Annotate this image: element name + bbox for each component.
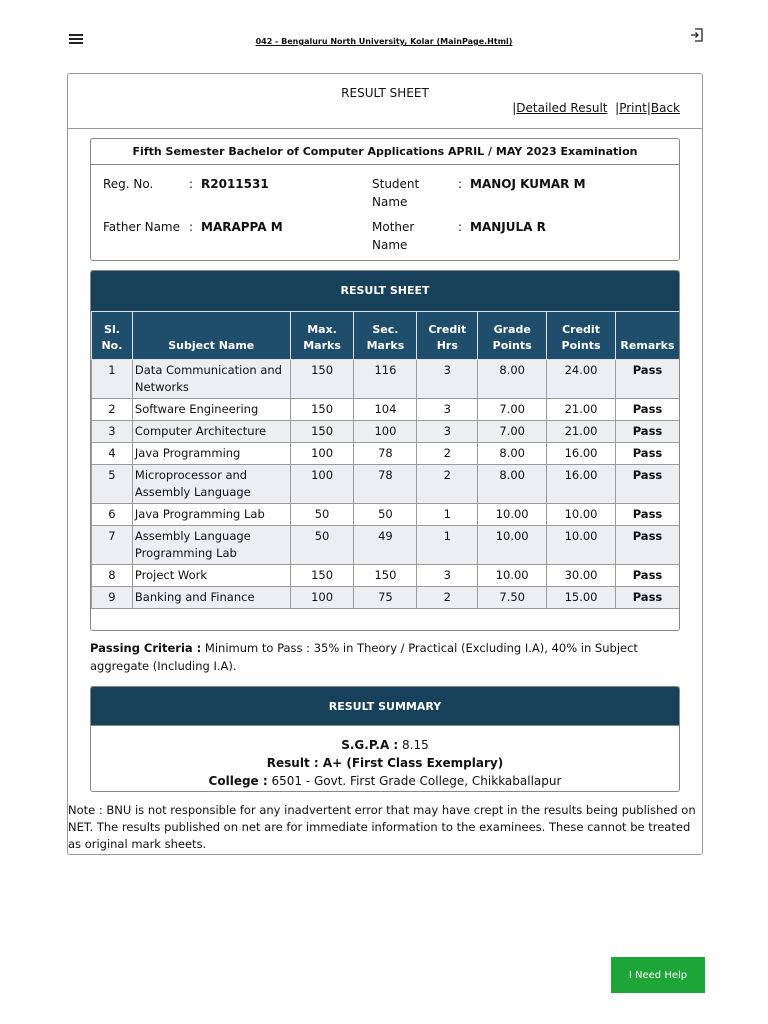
table-body bbox=[92, 360, 680, 609]
cell-sec: 78 bbox=[354, 443, 417, 465]
cell-sl: 5 bbox=[92, 465, 133, 504]
table-row bbox=[92, 465, 680, 504]
column-header: Credit Points bbox=[547, 312, 616, 360]
reg-no-value: R2011531 bbox=[201, 177, 269, 191]
cell-grade: 7.50 bbox=[478, 587, 547, 609]
sgpa-value: 8.15 bbox=[398, 738, 429, 752]
cell-remarks: Pass bbox=[615, 587, 679, 609]
colon: : bbox=[189, 220, 194, 234]
marks-table bbox=[91, 311, 680, 609]
colon: : bbox=[458, 177, 463, 191]
cell-grade: 7.00 bbox=[478, 421, 547, 443]
result-summary-body bbox=[91, 726, 679, 790]
cell-max: 150 bbox=[290, 565, 354, 587]
cell-sec: 50 bbox=[354, 504, 417, 526]
cell-grade: 7.00 bbox=[478, 399, 547, 421]
cell-sl: 7 bbox=[92, 526, 133, 565]
colon: : bbox=[189, 177, 194, 191]
cell-subject: Data Communication and Networks bbox=[132, 360, 290, 399]
cell-credit: 16.00 bbox=[547, 465, 616, 504]
cell-hrs: 2 bbox=[417, 465, 478, 504]
column-header: Sl. No. bbox=[92, 312, 133, 360]
college-value: 6501 - Govt. First Grade College, Chikkaballapur bbox=[267, 774, 562, 788]
cell-max: 150 bbox=[290, 399, 354, 421]
cell-sl: 4 bbox=[92, 443, 133, 465]
disclaimer-note: Note : BNU is not responsible for any inadvertent error that may have crept in the results being published on NET. The results published on net are for immediate information to the examinees. These cannot be treated as original mark sheets. bbox=[68, 803, 696, 851]
table-row bbox=[92, 526, 680, 565]
mother-name-value: MANJULA R bbox=[470, 220, 546, 234]
cell-credit: 21.00 bbox=[547, 421, 616, 443]
cell-subject: Assembly Language Programming Lab bbox=[132, 526, 290, 565]
table-row bbox=[92, 443, 680, 465]
cell-max: 100 bbox=[290, 465, 354, 504]
reg-no-label: Reg. No. bbox=[103, 177, 154, 191]
cell-subject: Java Programming Lab bbox=[132, 504, 290, 526]
cell-hrs: 2 bbox=[417, 587, 478, 609]
column-header: Remarks bbox=[615, 312, 679, 360]
cell-hrs: 1 bbox=[417, 504, 478, 526]
cell-subject: Microprocessor and Assembly Language bbox=[132, 465, 290, 504]
column-header: Sec. Marks bbox=[354, 312, 417, 360]
result-summary-title: RESULT SUMMARY bbox=[91, 687, 679, 726]
passing-criteria-text: Minimum to Pass : 35% in Theory / Practical (Excluding I.A), 40% in Subject aggregate (Including I.A). bbox=[90, 641, 638, 673]
cell-grade: 8.00 bbox=[478, 360, 547, 399]
page-title[interactable]: 042 - Bengaluru North University, Kolar (MainPage.Html) bbox=[255, 37, 513, 46]
link-separator: | bbox=[646, 101, 651, 115]
cell-max: 50 bbox=[290, 504, 354, 526]
result-line: Result : A+ (First Class Exemplary) bbox=[266, 756, 504, 770]
cell-hrs: 3 bbox=[417, 360, 478, 399]
cell-grade: 10.00 bbox=[478, 526, 547, 565]
cell-sl: 1 bbox=[92, 360, 133, 399]
cell-sec: 49 bbox=[354, 526, 417, 565]
cell-remarks: Pass bbox=[615, 443, 679, 465]
need-help-button[interactable]: I Need Help bbox=[611, 957, 705, 993]
result-table-panel bbox=[90, 270, 680, 631]
cell-subject: Computer Architecture bbox=[132, 421, 290, 443]
cell-remarks: Pass bbox=[615, 421, 679, 443]
cell-hrs: 1 bbox=[417, 526, 478, 565]
cell-max: 100 bbox=[290, 443, 354, 465]
sheet-title: RESULT SHEET bbox=[341, 86, 429, 100]
cell-credit: 21.00 bbox=[547, 399, 616, 421]
cell-credit: 15.00 bbox=[547, 587, 616, 609]
result-summary-panel bbox=[90, 686, 680, 792]
cell-sl: 6 bbox=[92, 504, 133, 526]
colon: : bbox=[458, 220, 463, 234]
cell-subject: Banking and Finance bbox=[132, 587, 290, 609]
cell-max: 100 bbox=[290, 587, 354, 609]
table-row bbox=[92, 421, 680, 443]
cell-credit: 24.00 bbox=[547, 360, 616, 399]
cell-credit: 16.00 bbox=[547, 443, 616, 465]
cell-subject: Software Engineering bbox=[132, 399, 290, 421]
logout-icon[interactable] bbox=[690, 28, 704, 42]
column-header: Subject Name bbox=[132, 312, 290, 360]
result-table-title: RESULT SHEET bbox=[91, 271, 679, 311]
cell-sec: 75 bbox=[354, 587, 417, 609]
table-row bbox=[92, 504, 680, 526]
cell-credit: 10.00 bbox=[547, 504, 616, 526]
table-row bbox=[92, 360, 680, 399]
mother-name-label: Mother Name bbox=[372, 220, 415, 252]
cell-subject: Java Programming bbox=[132, 443, 290, 465]
info-row-parents bbox=[103, 218, 673, 258]
exam-title: Fifth Semester Bachelor of Computer Applications APRIL / MAY 2023 Examination bbox=[91, 139, 679, 165]
column-header: Grade Points bbox=[478, 312, 547, 360]
cell-credit: 10.00 bbox=[547, 526, 616, 565]
action-links bbox=[512, 101, 680, 115]
cell-max: 50 bbox=[290, 526, 354, 565]
cell-grade: 10.00 bbox=[478, 565, 547, 587]
table-row bbox=[92, 399, 680, 421]
cell-sec: 78 bbox=[354, 465, 417, 504]
cell-hrs: 3 bbox=[417, 399, 478, 421]
father-name-label: Father Name bbox=[103, 220, 180, 234]
cell-sl: 2 bbox=[92, 399, 133, 421]
cell-remarks: Pass bbox=[615, 504, 679, 526]
cell-credit: 30.00 bbox=[547, 565, 616, 587]
father-name-value: MARAPPA M bbox=[201, 220, 283, 234]
cell-hrs: 3 bbox=[417, 421, 478, 443]
back-link[interactable]: Back bbox=[650, 101, 680, 115]
passing-criteria-label: Passing Criteria : bbox=[90, 641, 202, 655]
college-line: College : 6501 - Govt. First Grade College, Chikkaballapur bbox=[208, 774, 562, 788]
cell-sl: 9 bbox=[92, 587, 133, 609]
divider bbox=[68, 128, 702, 129]
cell-remarks: Pass bbox=[615, 526, 679, 565]
detailed-result-link[interactable]: Detailed Result bbox=[516, 101, 608, 115]
cell-sec: 116 bbox=[354, 360, 417, 399]
cell-max: 150 bbox=[290, 360, 354, 399]
student-name-value: MANOJ KUMAR M bbox=[470, 177, 586, 191]
cell-remarks: Pass bbox=[615, 360, 679, 399]
cell-sl: 8 bbox=[92, 565, 133, 587]
cell-hrs: 3 bbox=[417, 565, 478, 587]
cell-remarks: Pass bbox=[615, 399, 679, 421]
print-link[interactable]: Print bbox=[619, 101, 647, 115]
table-header-row bbox=[92, 312, 680, 360]
cell-sec: 100 bbox=[354, 421, 417, 443]
info-row-reg bbox=[103, 175, 673, 215]
cell-sl: 3 bbox=[92, 421, 133, 443]
cell-sec: 104 bbox=[354, 399, 417, 421]
cell-remarks: Pass bbox=[615, 465, 679, 504]
column-header: Credit Hrs bbox=[417, 312, 478, 360]
cell-hrs: 2 bbox=[417, 443, 478, 465]
table-row bbox=[92, 565, 680, 587]
cell-grade: 8.00 bbox=[478, 465, 547, 504]
cell-subject: Project Work bbox=[132, 565, 290, 587]
cell-max: 150 bbox=[290, 421, 354, 443]
passing-criteria bbox=[90, 639, 686, 675]
cell-grade: 10.00 bbox=[478, 504, 547, 526]
cell-remarks: Pass bbox=[615, 565, 679, 587]
link-separator: | bbox=[512, 101, 517, 115]
column-header: Max. Marks bbox=[290, 312, 354, 360]
top-bar bbox=[0, 0, 768, 60]
student-name-label: Student Name bbox=[372, 177, 420, 209]
cell-grade: 8.00 bbox=[478, 443, 547, 465]
result-container bbox=[67, 73, 703, 855]
sgpa-line: S.G.P.A : 8.15 bbox=[341, 738, 429, 752]
link-separator: | bbox=[615, 101, 620, 115]
cell-sec: 150 bbox=[354, 565, 417, 587]
student-info-panel bbox=[90, 138, 680, 261]
table-row bbox=[92, 587, 680, 609]
